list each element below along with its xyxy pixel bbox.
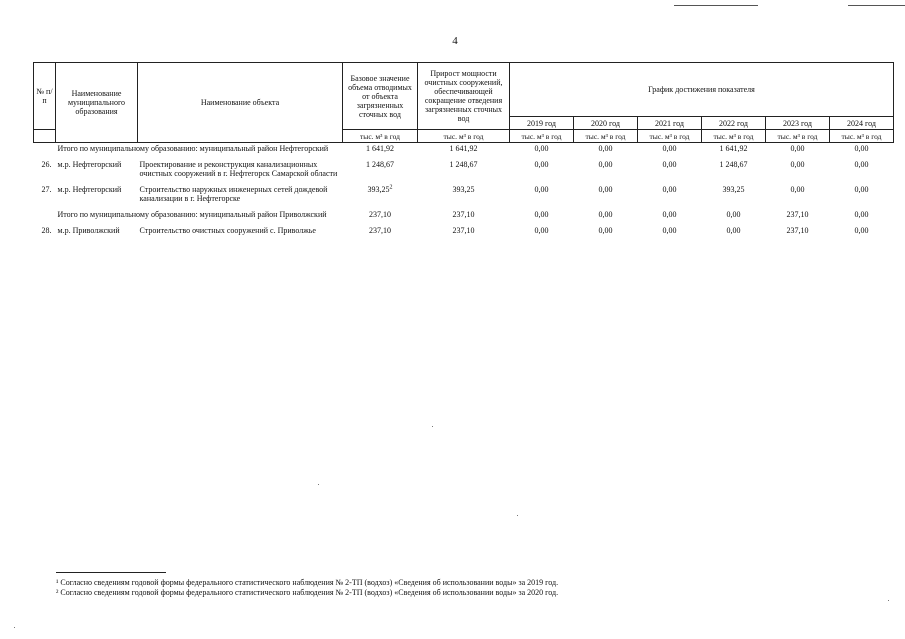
base-volume-cell [343,143,418,160]
table-row [34,184,894,209]
page-number: 4 [452,35,458,47]
footnote-1: ¹ Согласно сведениям годовой формы федерального статистического наблюдения № 2-ТП (водхоз) «Сведения об использовании воды» за 2019 год. [56,578,559,587]
top-rule-right [848,5,905,6]
object-cell: Строительство очистных сооружений с. Приволжье [139,226,316,235]
header-year: 2021 год [638,117,702,130]
header-year: 2022 год [702,117,766,130]
object-cell: Проектирование и реконструкция канализационных очистных сооружений в г. Нефтегорск Самарской области [139,160,338,178]
header-number: № п/п [34,63,56,130]
year-value-cell: 0,00 [534,226,549,235]
capacity-growth-cell: 1 641,92 [449,144,478,153]
year-value-cell: 0,00 [854,210,869,219]
header-year: 2020 год [574,117,638,130]
year-value-cell: 0,00 [854,144,869,153]
row-number: 28. [41,226,52,235]
year-value-cell: 1 248,67 [719,160,748,169]
year-value-cell: 0,00 [598,210,613,219]
header-number-blank [34,130,56,143]
base-volume-value: 237,10 [369,210,391,219]
base-volume-value: 393,25 [367,185,390,194]
year-value-cell: 393,25 [722,185,745,194]
year-value-cell: 0,00 [598,160,613,169]
header-unit: тыс. м³ в год [343,130,418,143]
base-volume-value: 237,10 [369,226,391,235]
total-row [34,143,894,160]
scan-speck [517,515,518,516]
year-value-cell: 0,00 [662,226,677,235]
header-base-volume: Базовое значение объема отводимых от объекта загрязненных сточных вод [343,63,418,130]
year-value-cell: 0,00 [726,210,741,219]
row-number-blank [34,143,56,160]
year-value-cell: 0,00 [854,185,869,194]
year-value-cell: 0,00 [790,185,805,194]
header-object: Наименование объекта [138,63,343,143]
capacity-growth-cell: 237,10 [452,210,475,219]
header-unit: тыс. м³ в год [830,130,894,143]
year-value-cell: 0,00 [662,160,677,169]
footnote-2: ² Согласно сведениям годовой формы федерального статистического наблюдения № 2-ТП (водхоз) «Сведения об использовании воды» за 2020 год. [56,588,559,597]
year-value-cell: 0,00 [534,144,549,153]
year-value-cell: 0,00 [854,226,869,235]
row-number: 27. [41,185,52,194]
header-unit: тыс. м³ в год [702,130,766,143]
header-schedule: График достижения показателя [510,63,894,117]
year-value-cell: 0,00 [598,185,613,194]
base-volume-cell [343,159,418,184]
row-number-blank [34,209,56,225]
header-unit: тыс. м³ в год [510,130,574,143]
capacity-growth-cell: 393,25 [452,185,475,194]
year-value-cell: 1 641,92 [719,144,748,153]
base-volume-value: 1 248,67 [366,160,394,169]
year-value-cell: 0,00 [598,144,613,153]
indicator-table [33,62,894,241]
year-value-cell: 0,00 [662,144,677,153]
year-value-cell: 237,10 [786,226,809,235]
municipality-cell: м.р. Нефтегорский [57,185,122,194]
base-volume-cell [343,225,418,241]
header-unit: тыс. м³ в год [574,130,638,143]
top-rule-left [674,5,758,6]
object-cell: Строительство наружных инженерных сетей дождевой канализации в г. Нефтегорске [139,185,328,203]
header-year: 2019 год [510,117,574,130]
municipality-cell: м.р. Нефтегорский [57,160,122,169]
table-row [34,159,894,184]
municipality-cell: м.р. Приволжский [57,226,120,235]
base-volume-value: 1 641,92 [366,144,394,153]
footnote-ref: 2 [389,184,393,191]
year-value-cell: 0,00 [790,160,805,169]
header-unit: тыс. м³ в год [418,130,510,143]
header-year: 2024 год [830,117,894,130]
total-label: Итого по муниципальному образованию: муниципальный район Приволжский [57,210,327,219]
year-value-cell: 0,00 [662,210,677,219]
total-label: Итого по муниципальному образованию: муниципальный район Нефтегорский [57,144,329,153]
year-value-cell: 0,00 [534,210,549,219]
base-volume-cell [343,184,418,209]
table-body [34,143,894,242]
header-year: 2023 год [766,117,830,130]
table-row [34,225,894,241]
base-volume-cell [343,209,418,225]
total-row [34,209,894,225]
scan-speck [14,627,15,628]
year-value-cell: 0,00 [534,185,549,194]
year-value-cell: 0,00 [790,144,805,153]
year-value-cell: 0,00 [662,185,677,194]
row-number: 26. [41,160,52,169]
year-value-cell: 0,00 [534,160,549,169]
year-value-cell: 237,10 [786,210,809,219]
capacity-growth-cell: 237,10 [452,226,475,235]
capacity-growth-cell: 1 248,67 [449,160,478,169]
footnote-rule [56,572,166,573]
header-unit: тыс. м³ в год [766,130,830,143]
year-value-cell: 0,00 [598,226,613,235]
scan-speck [318,484,319,485]
header-unit: тыс. м³ в год [638,130,702,143]
scan-speck [432,426,433,427]
header-municipality: Наименование муниципального образования [56,63,138,143]
header-capacity-growth: Прирост мощности очистных сооружений, обеспечивающей сокращение отведения загрязненных сточных вод [418,63,510,130]
scan-speck [888,600,889,601]
year-value-cell: 0,00 [726,226,741,235]
year-value-cell: 0,00 [854,160,869,169]
